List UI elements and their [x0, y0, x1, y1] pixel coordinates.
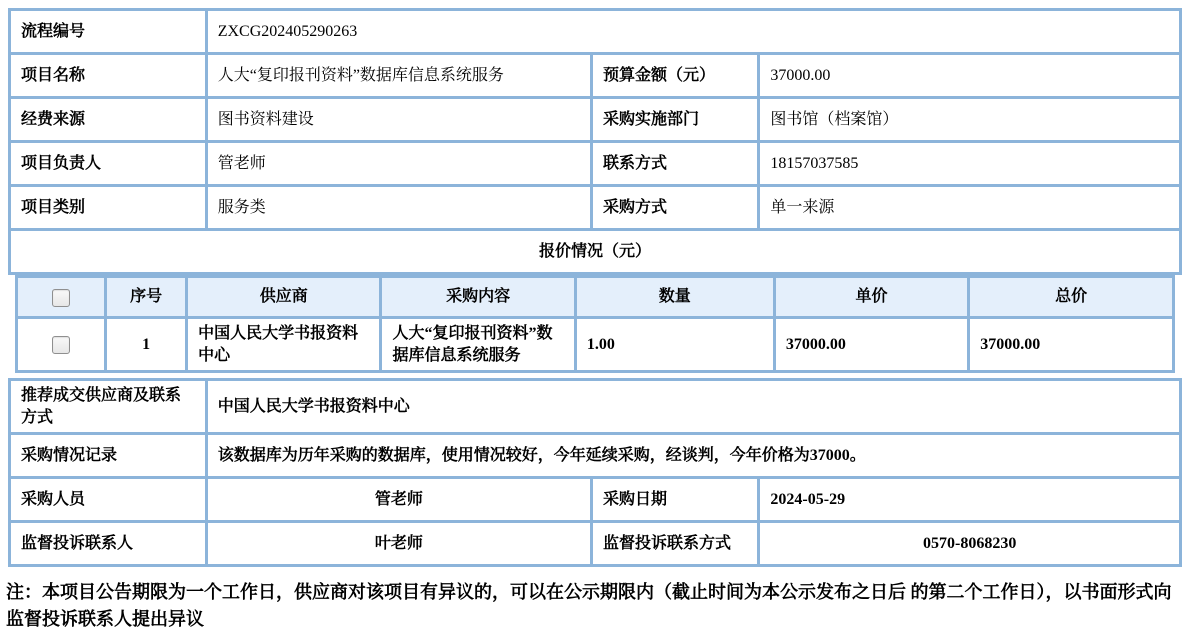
- table-row: [10, 98, 1181, 142]
- field-label-recommend: 推荐成交供应商及联系方式: [10, 380, 207, 434]
- quote-row-seq: 1: [106, 318, 187, 372]
- field-label-budget: 预算金额（元）: [591, 54, 758, 98]
- field-value-recommend: 中国人民大学书报资料中心: [206, 380, 1180, 434]
- field-value-supervisor: 叶老师: [206, 522, 591, 566]
- field-label-record: 采购情况记录: [10, 434, 207, 478]
- quote-header-unit-price: 单价: [774, 277, 968, 318]
- result-info-table: [8, 378, 1182, 567]
- quote-row-supplier: 中国人民大学书报资料中心: [187, 318, 381, 372]
- field-value-record: 该数据库为历年采购的数据库，使用情况较好，今年延续采购，经谈判，今年价格为37000。: [206, 434, 1180, 478]
- quote-row-select-cell: [17, 318, 106, 372]
- field-value-purchase-dept: 图书馆（档案馆）: [759, 98, 1181, 142]
- table-row: [10, 434, 1181, 478]
- quote-header-content: 采购内容: [381, 277, 575, 318]
- field-label-project-name: 项目名称: [10, 54, 207, 98]
- field-value-project-leader: 管老师: [206, 142, 591, 186]
- table-row: [10, 186, 1181, 230]
- field-value-purchase-date: 2024-05-29: [759, 478, 1181, 522]
- table-row: [10, 522, 1181, 566]
- procurement-announcement: [8, 8, 1182, 567]
- quote-header-total-price: 总价: [969, 277, 1174, 318]
- field-value-process-no: ZXCG202405290263: [206, 10, 1180, 54]
- quote-row-unit-price: 37000.00: [774, 318, 968, 372]
- announcement-note: 注：本项目公告期限为一个工作日，供应商对该项目有异议的，可以在公示期限内（截止时间为本公示发布之日后 的第二个工作日），以书面形式向监督投诉联系人提出异议: [6, 582, 1172, 630]
- quote-row-content: 人大“复印报刊资料”数据库信息系统服务: [381, 318, 575, 372]
- field-label-supervisor: 监督投诉联系人: [10, 522, 207, 566]
- field-value-budget: 37000.00: [759, 54, 1181, 98]
- field-label-purchase-date: 采购日期: [591, 478, 758, 522]
- table-row: [10, 142, 1181, 186]
- quote-table-header-row: [17, 277, 1174, 318]
- field-label-purchase-dept: 采购实施部门: [591, 98, 758, 142]
- table-row: [10, 380, 1181, 434]
- table-row: [10, 54, 1181, 98]
- quote-header-seq: 序号: [106, 277, 187, 318]
- quote-row-total-price: 37000.00: [969, 318, 1174, 372]
- select-all-checkbox[interactable]: [52, 289, 70, 307]
- quote-section-title: 报价情况（元）: [10, 230, 1181, 274]
- quote-header-qty: 数量: [575, 277, 774, 318]
- quote-row: [17, 318, 1174, 372]
- row-checkbox[interactable]: [52, 336, 70, 354]
- project-info-table: [8, 8, 1182, 275]
- field-value-project-type: 服务类: [206, 186, 591, 230]
- table-row: [10, 10, 1181, 54]
- field-value-purchase-method: 单一来源: [759, 186, 1181, 230]
- quote-table: [15, 275, 1175, 373]
- field-label-process-no: 流程编号: [10, 10, 207, 54]
- field-value-contact: 18157037585: [759, 142, 1181, 186]
- quote-header-supplier: 供应商: [187, 277, 381, 318]
- field-label-project-leader: 项目负责人: [10, 142, 207, 186]
- field-label-purchase-method: 采购方式: [591, 186, 758, 230]
- field-label-buyer: 采购人员: [10, 478, 207, 522]
- table-row: [10, 230, 1181, 274]
- quote-header-select: [17, 277, 106, 318]
- field-value-fund-source: 图书资料建设: [206, 98, 591, 142]
- field-label-supervisor-contact: 监督投诉联系方式: [591, 522, 758, 566]
- field-label-fund-source: 经费来源: [10, 98, 207, 142]
- field-value-buyer: 管老师: [206, 478, 591, 522]
- quote-row-qty: 1.00: [575, 318, 774, 372]
- field-value-project-name: 人大“复印报刊资料”数据库信息系统服务: [206, 54, 591, 98]
- field-value-supervisor-contact: 0570-8068230: [759, 522, 1181, 566]
- field-label-contact: 联系方式: [591, 142, 758, 186]
- table-row: [10, 478, 1181, 522]
- field-label-project-type: 项目类别: [10, 186, 207, 230]
